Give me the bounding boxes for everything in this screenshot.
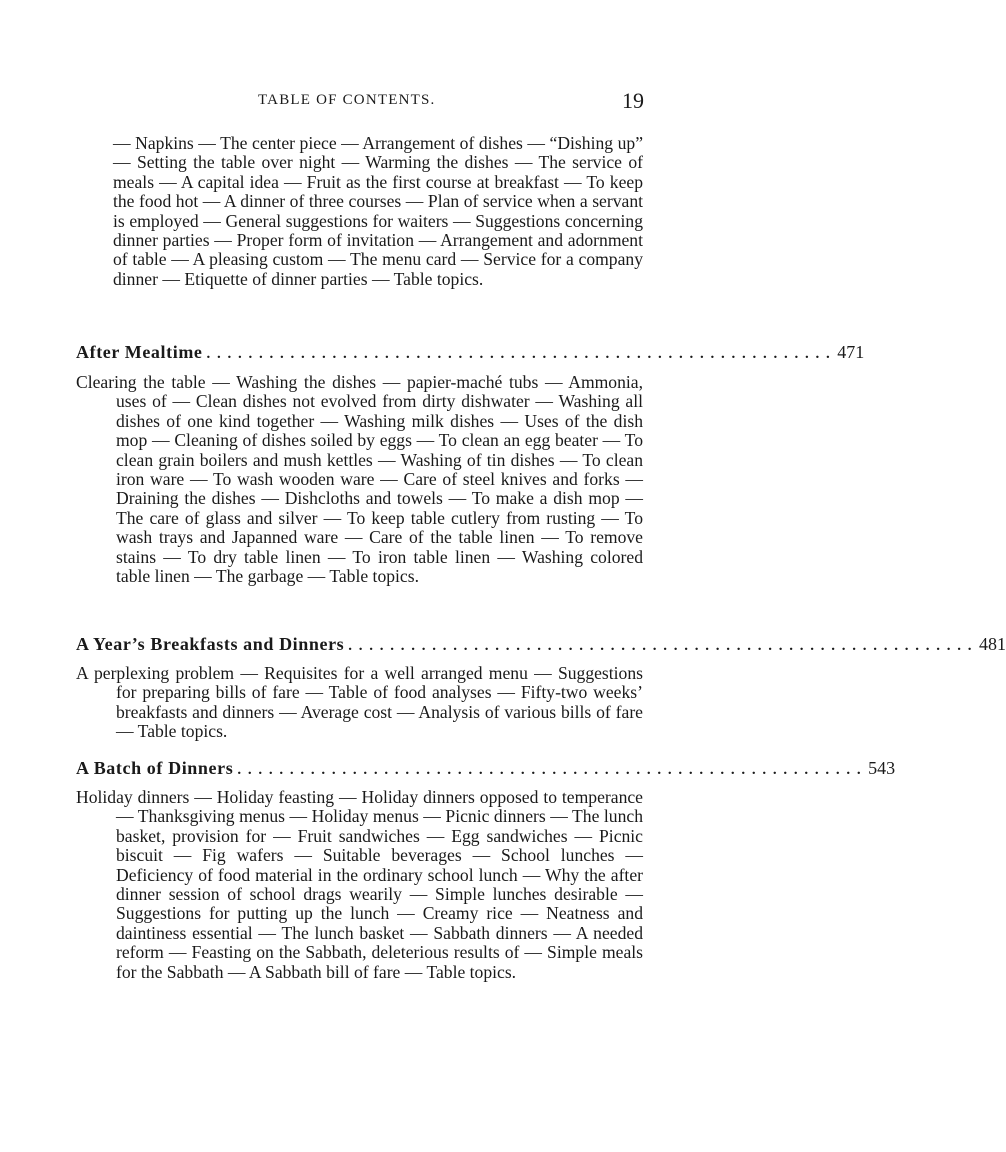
section-description: Holiday dinners — Holiday feasting — Holiday dinners opposed to temperance — Thanksgiving menus — Holiday menus — Picnic dinners — The lunch basket, provision for — Fruit sandwiches — Egg sandwiches — Picnic biscuit — Fig wafers — Suitable beverages — School lunches — Deficiency of food material in the ordinary school lunch — Why the after dinner session of school drags wearily — Simple lunches desirable — Suggestions for putting up the lunch — Creamy rice — Neatness and daintiness essential — The lunch basket — Sabbath dinners — A needed reform — Feasting on the Sabbath, deleterious results of — Simple meals for the Sabbath — A Sabbath bill of fare — Table topics. xyxy=(76,787,643,982)
section-description: A perplexing problem — Requisites for a well arranged menu — Suggestions for preparing bills of fare — Table of food analyses — Fifty-two weeks’ breakfasts and dinners — Average cost — Analysis of various bills of fare — Table topics. xyxy=(76,663,643,742)
running-title: TABLE OF CONTENTS. xyxy=(258,92,436,108)
section-title: A Batch of Dinners xyxy=(76,758,234,778)
toc-entry-after-mealtime xyxy=(76,342,865,364)
toc-entry-a-years-breakfasts-and-dinners xyxy=(76,634,1006,656)
page-number: 19 xyxy=(622,88,644,113)
section-title: After Mealtime xyxy=(76,342,203,362)
section-title: A Year’s Breakfasts and Dinners xyxy=(76,634,345,654)
dot-leader: . . . . . . . . . . . . . . . . . . . . . . . . . . . . . . . . . . . . . . . . . . . . . . . . . . . . . . . . . . . . xyxy=(348,638,974,654)
section-page-number: 543 xyxy=(868,758,896,778)
dot-leader: . . . . . . . . . . . . . . . . . . . . . . . . . . . . . . . . . . . . . . . . . . . . . . . . . . . . . . . . . . . . xyxy=(237,762,863,778)
section-page-number: 471 xyxy=(837,342,865,362)
toc-entry-a-batch-of-dinners xyxy=(76,758,896,780)
continued-section-description: — Napkins — The center piece — Arrangement of dishes — “Dishing up” — Setting the table over night — Warming the dishes — The service of meals — A capital idea — Fruit as the first course at breakfast — To keep the food hot — A dinner of three courses — Plan of service when a servant is employed — General suggestions for waiters — Suggestions concerning dinner parties — Proper form of invitation — Arrangement and adornment of table — A pleasing custom — The menu card — Service for a company dinner — Etiquette of dinner parties — Table topics. xyxy=(113,133,643,289)
running-header xyxy=(0,88,700,116)
dot-leader: . . . . . . . . . . . . . . . . . . . . . . . . . . . . . . . . . . . . . . . . . . . . . . . . . . . . . . . . . . . . xyxy=(206,346,832,362)
section-description: Clearing the table — Washing the dishes — papier-maché tubs — Ammonia, uses of — Clean dishes not evolved from dirty dishwater — Washing all dishes of one kind together — Washing milk dishes — Uses of the dish mop — Cleaning of dishes soiled by eggs — To clean an egg beater — To clean grain boilers and mush kettles — Washing of tin dishes — To clean iron ware — To wash wooden ware — Care of steel knives and forks — Draining the dishes — Dishcloths and towels — To make a dish mop — The care of glass and silver — To keep table cutlery from rusting — To wash trays and Japanned ware — Care of the table linen — To remove stains — To dry table linen — To iron table linen — Washing colored table linen — The garbage — Table topics. xyxy=(76,372,643,587)
section-page-number: 481 xyxy=(979,634,1006,654)
